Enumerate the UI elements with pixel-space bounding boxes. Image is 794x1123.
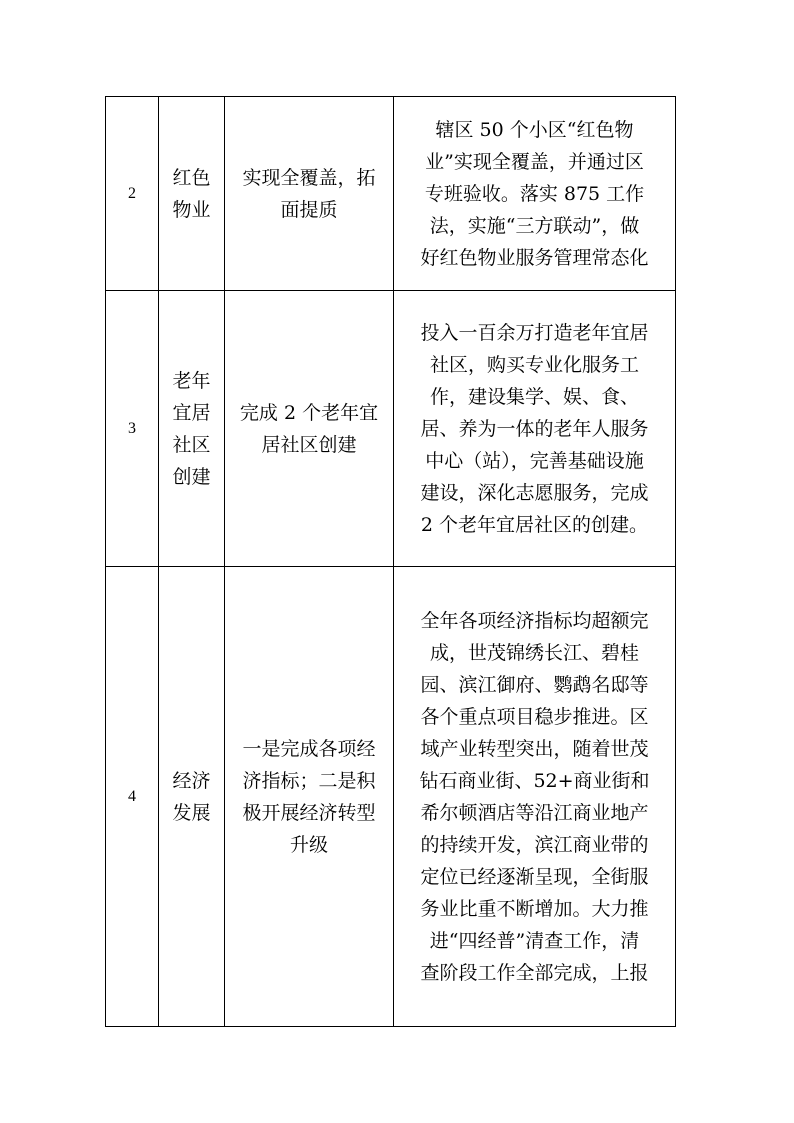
item-name: [159, 291, 225, 567]
item-name-line: 老年: [172, 369, 211, 392]
item-name-line: 创建: [172, 465, 211, 488]
item-detail-line: 钻石商业街、52+商业街和: [419, 769, 650, 792]
item-detail-line: 建设，深化志愿服务，完成: [420, 481, 649, 504]
item-detail-line: 辖区 50 个小区“红色物: [435, 118, 634, 141]
item-detail-line: 法，实施“三方联动”，做: [429, 214, 640, 237]
item-detail-line: 希尔顿酒店等沿江商业地产: [420, 801, 649, 824]
item-detail-line: 业”实现全覆盖，并通过区: [425, 150, 644, 173]
item-goal: [225, 291, 394, 567]
item-detail: [394, 97, 676, 291]
item-name-line: 发展: [172, 801, 211, 824]
row-number: 3: [106, 291, 159, 567]
item-goal-line: 极开展经济转型: [242, 801, 376, 824]
item-detail-line: 各个重点项目稳步推进。区: [420, 705, 649, 728]
item-name: [159, 567, 225, 1027]
item-detail-line: 成，世茂锦绣长江、碧桂: [429, 641, 639, 664]
item-name-line: 物业: [172, 198, 211, 221]
item-goal-line: 完成 2 个老年宜: [239, 401, 379, 424]
work-summary-table: [105, 96, 676, 1027]
item-goal-line: 居社区创建: [261, 433, 357, 456]
item-detail-line: 域产业转型突出，随着世茂: [420, 737, 649, 760]
item-goal-line: 一是完成各项经: [242, 737, 376, 760]
item-goal-line: 济指标；二是积: [242, 769, 376, 792]
item-detail-line: 园、滨江御府、鹦鹉名邸等: [420, 673, 649, 696]
table-row: [106, 291, 676, 567]
item-detail-line: 的持续开发，滨江商业带的: [420, 833, 649, 856]
item-detail-line: 进“四经普”清查工作，清: [429, 929, 640, 952]
item-detail-line: 全年各项经济指标均超额完: [420, 609, 649, 632]
item-detail: [394, 291, 676, 567]
item-name-line: 宜居: [172, 401, 211, 424]
item-goal-line: 升级: [289, 833, 328, 856]
item-goal-line: 面提质: [280, 198, 338, 221]
table-row: [106, 567, 676, 1027]
row-number: 4: [106, 567, 159, 1027]
item-detail-line: 社区，购买专业化服务工: [429, 353, 639, 376]
item-name: [159, 97, 225, 291]
item-goal: [225, 97, 394, 291]
item-detail-line: 务业比重不断增加。大力推: [420, 897, 649, 920]
table-row: [106, 97, 676, 291]
item-detail-line: 查阶段工作全部完成，上报: [420, 961, 649, 984]
item-detail-line: 定位已经逐渐呈现，全街服: [420, 865, 649, 888]
item-detail: [394, 567, 676, 1027]
item-name-line: 社区: [172, 433, 211, 456]
item-detail-line: 投入一百余万打造老年宜居: [420, 321, 649, 344]
item-detail-line: 专班验收。落实 875 工作: [424, 182, 645, 205]
row-number: 2: [106, 97, 159, 291]
item-detail-line: 好红色物业服务管理常态化: [420, 246, 649, 269]
item-detail-line: 作，建设集学、娱、食、: [429, 385, 639, 408]
item-goal: [225, 567, 394, 1027]
item-detail-line: 中心（站），完善基础设施: [425, 449, 644, 472]
item-detail-line: 2 个老年宜居社区的创建。: [420, 513, 649, 536]
item-name-line: 红色: [172, 166, 211, 189]
item-goal-line: 实现全覆盖，拓: [242, 166, 376, 189]
item-name-line: 经济: [172, 769, 211, 792]
item-detail-line: 居、养为一体的老年人服务: [420, 417, 649, 440]
